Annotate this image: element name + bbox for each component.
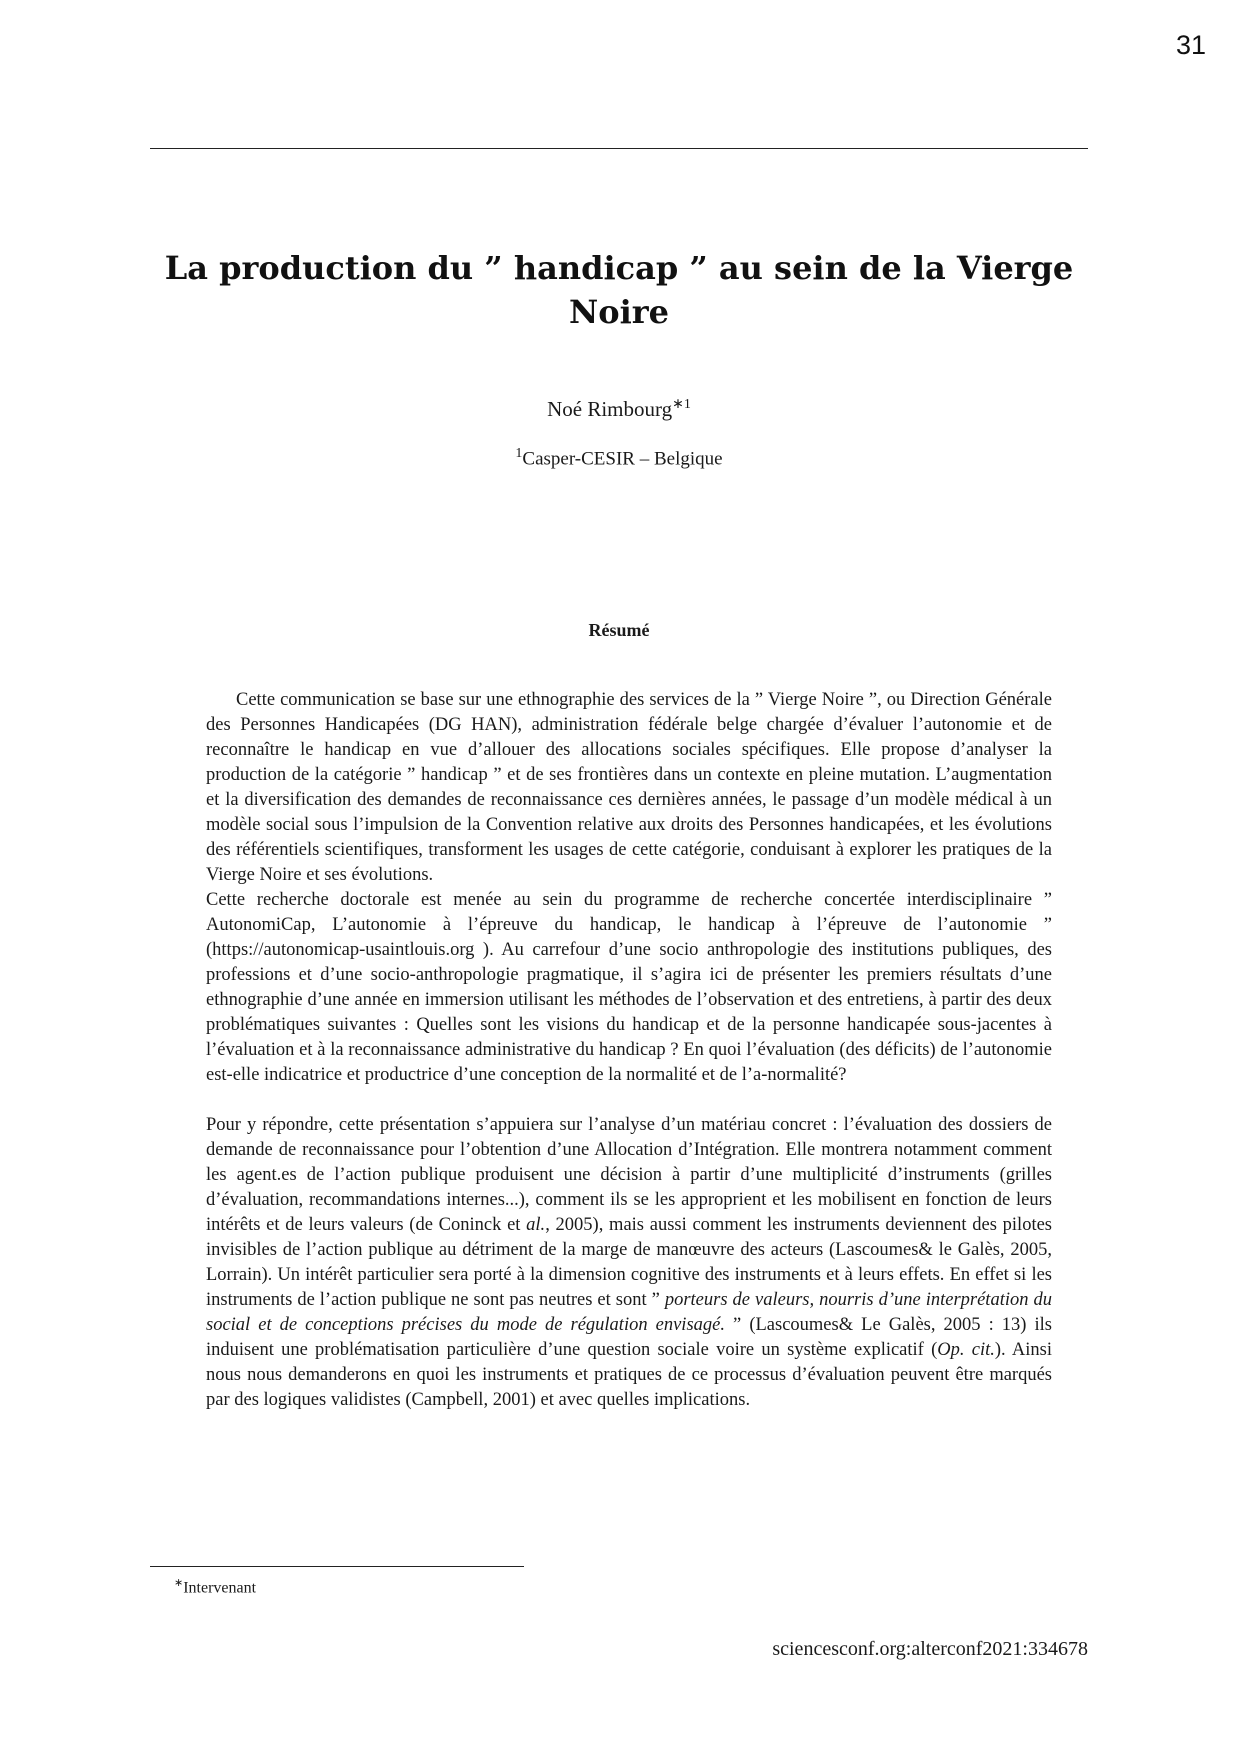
page-number: 31 — [1175, 30, 1206, 60]
header-rule — [150, 148, 1088, 149]
footnote-text: Intervenant — [183, 1579, 257, 1597]
paper-title: La production du ” handicap ” au sein de la Vierge Noire — [164, 249, 1074, 331]
p3-quote-italic: porteurs de valeurs, nourris d’une interprétation du social et de conceptions précises du mode de régulation envisagé. — [206, 1290, 1052, 1335]
abstract-paragraph-2: Cette recherche doctorale est menée au sein du programme de recherche concertée interdisciplinaire ” AutonomiCap, L’autonomie à l’épreuve du handicap, le handicap à l’épreuve de l’autonomie ” (https://autonomicap-usaintlouis.org ). Au carrefour d’une socio anthropologie des institutions publiques, des professions et d’une socio-anthropologie pragmatique, il s’agira ici de présenter les premiers résultats d’une ethnographie d’une année en immersion utilisant les méthodes de l’observation et des entretiens, à partir des deux problématiques suivantes : Quelles sont les visions du handicap et de la personne handicapée sous-jacentes à l’évaluation et à la reconnaissance administrative du handicap ? En quoi l’évaluation (des déficits) de l’autonomie est-elle indicatrice et productrice d’une conception de la normalité et de l’a-normalité? — [206, 890, 1052, 1085]
abstract-paragraph-3 — [206, 1113, 1052, 1413]
p3-text-a: Pour y répondre, cette présentation s’appuiera sur l’analyse d’un matériau concret : l’évaluation des dossiers de demande de reconnaissance pour l’obtention d’une Allocation d’Intégration. Elle montrera notamment comment les agent.es de l’action publique produisent une décision à partir d’une multiplicité d’instruments (grilles d’évaluation, recommandations internes...), comment ils se les approprient et les mobilisent en fonction de leurs intérêts et de leurs valeurs (de Coninck et — [206, 1115, 1052, 1235]
footnote-rule — [150, 1566, 524, 1567]
footnote — [174, 1576, 256, 1597]
author-mark: ∗1 — [672, 397, 691, 412]
abstract-body — [206, 688, 1052, 1413]
affiliation-line — [150, 446, 1088, 470]
abstract-paragraph-1: Cette communication se base sur une ethnographie des services de la ” Vierge Noire ”, ou Direction Générale des Personnes Handicapées (DG HAN), administration fédérale belge chargée d’évaluer l’autonomie et de reconnaître le handicap en vue d’allouer des allocations sociales spécifiques. Elle propose d’analyser la production de la catégorie ” handicap ” et de ses frontières dans un contexte en pleine mutation. L’augmentation et la diversification des demandes de reconnaissance ces dernières années, le passage d’un modèle médical à un modèle social sous l’impulsion de la Convention relative aux droits des Personnes handicapées, et les évolutions des référentiels scientifiques, transforment les usages de cette catégorie, conduisant à explorer les pratiques de la Vierge Noire et ses évolutions. — [206, 690, 1052, 885]
abstract-heading: Résumé — [588, 620, 650, 640]
affiliation-text: Casper-CESIR – Belgique — [522, 448, 723, 470]
author-name: Noé Rimbourg — [547, 397, 673, 421]
footnote-mark: ∗ — [174, 1577, 184, 1589]
p3-opcit-italic: Op. cit. — [937, 1340, 995, 1360]
p3-text-d: ). Ainsi nous nous demanderons en quoi les instruments et pratiques de ce processus d’évaluation peuvent être marqués par des logiques validistes (Campbell, 2001) et avec quelles implications. — [206, 1340, 1053, 1410]
document-identifier: sciencesconf.org:alterconf2021:334678 — [772, 1638, 1088, 1660]
affiliation-mark: 1 — [515, 446, 523, 461]
author-line — [150, 396, 1088, 422]
p3-text-c: ” (Lascoumes& Le Galès, 2005 : 13) ils induisent une problématisation particulière d’une question sociale voire un système explicatif ( — [206, 1315, 1053, 1360]
p3-text-b: , 2005), mais aussi comment les instruments deviennent des pilotes invisibles de l’action publique au détriment de la marge de manœuvre des acteurs (Lascoumes& le Galès, 2005, Lorrain). Un intérêt particulier sera porté à la dimension cognitive des instruments et à leurs effets. En effet si les instruments de l’action publique ne sont pas neutres et sont ” — [206, 1215, 1053, 1310]
p3-al-italic: al. — [526, 1215, 546, 1235]
